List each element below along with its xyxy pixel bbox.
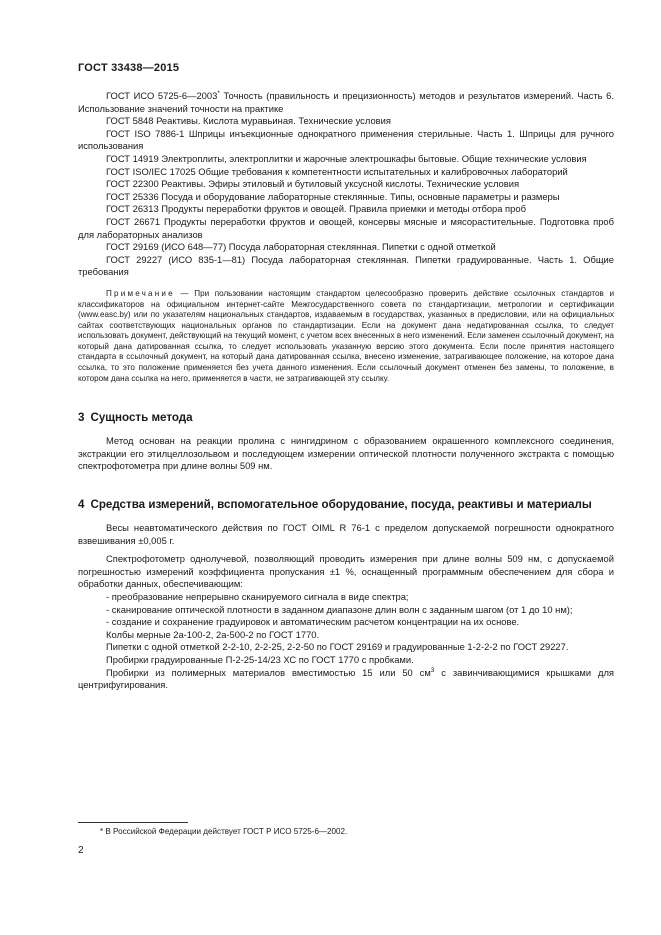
note-label: Примечание xyxy=(106,288,175,298)
reference-item: ГОСТ ISO 7886-1 Шприцы инъекционные однократного применения стерильные. Часть 1. Шприцы для ручного использования xyxy=(78,127,614,152)
pipettes-paragraph: Пипетки с одной отметкой 2-2-10, 2-2-25, 2-2-50 по ГОСТ 29169 и градуированные 1-2-2-2 по ГОСТ 29227. xyxy=(106,641,569,653)
footnote-divider xyxy=(78,822,188,823)
normative-references-list xyxy=(78,90,614,279)
spectrophotometer-paragraph: Спектрофотометр однолучевой, позволяющий проводить измерения при длине волны 509 нм, с допускаемой погрешностью измерений коэффициента пропускания ±1 %, оснащенный программным обеспечением для сбора и обработки данных, обеспечивающим: xyxy=(78,553,614,590)
section-4-heading: 4 Средства измерений, вспомогательное оборудование, посуда, реактивы и материалы xyxy=(78,498,592,512)
reference-item: ГОСТ 14919 Электроплиты, электроплитки и жарочные электрошкафы бытовые. Общие технические условия xyxy=(106,152,587,164)
bullet-item: - сканирование оптической плотности в заданном диапазоне длин волн с заданным шагом (от 1 до 10 нм); xyxy=(106,603,573,615)
flasks-paragraph: Колбы мерные 2а-100-2, 2а-500-2 по ГОСТ 1770. xyxy=(106,628,320,640)
reference-item: ГОСТ 29227 (ИСО 835-1—81) Посуда лабораторная стеклянная. Пипетки градуированные. Часть 1. Общие требования xyxy=(78,253,614,278)
reference-item: ГОСТ 25336 Посуда и оборудование лабораторные стеклянные. Типы, основные параметры и размеры xyxy=(106,190,560,202)
scales-paragraph: Весы неавтоматического действия по ГОСТ OIML R 76-1 с пределом допускаемой погрешности однократного взвешивания ±0,005 г. xyxy=(78,522,614,546)
reference-item: ГОСТ ИСО 5725-6—2003* Точность (правильность и прецизионность) методов и результатов измерений. Часть 6. Использование значений точности на практике xyxy=(78,89,614,114)
bullet-item: - преобразование непрерывно сканируемого сигнала в виде спектра; xyxy=(106,591,409,602)
footnote: * В Российской Федерации действует ГОСТ Р ИСО 5725-6—2002. xyxy=(100,827,348,836)
note-paragraph xyxy=(78,289,614,384)
document-header-title: ГОСТ 33438—2015 xyxy=(78,62,180,74)
graduated-tubes-paragraph: Пробирки градуированные П-2-25-14/23 ХС по ГОСТ 1770 с пробками. xyxy=(106,653,414,665)
reference-item: ГОСТ 29169 (ИСО 648—77) Посуда лабораторная стеклянная. Пипетки с одной отметкой xyxy=(106,241,496,253)
footnote-marker: * xyxy=(217,89,220,97)
reference-item: ГОСТ 22300 Реактивы. Эфиры этиловый и бутиловый уксусной кислоты. Технические условия xyxy=(106,178,520,190)
reference-item: ГОСТ 5848 Реактивы. Кислота муравьиная. Технические условия xyxy=(106,115,391,127)
page-content xyxy=(78,90,614,692)
section-3-heading: 3 Сущность метода xyxy=(78,411,193,425)
section-3-body xyxy=(78,435,614,473)
note-text: — При пользовании настоящим стандартом целесообразно проверить действие ссылочных стандартов и классификаторов на официальном интернет-сайте Межгосударственного совета по стандартизации, метрологии и сертификации (www.easc.by) или по указателям национальных стандартов, издаваемым в государствах, указанных в предисловии, или на официальных сайтах соответствующих национальных органов по стандартизации. Если на документ дана недатированная ссылка, то следует использовать документ, действующий на текущий момент, с учетом всех внесенных в него изменений. Если заменен ссылочный документ, на который дана датированная ссылка, то следует использовать указанную версию этого документа. Если после принятия настоящего стандарта в ссылочный документ, на который дана датированная ссылка, внесено изменение, затрагивающее положение, на которое дана ссылка, то это положение применяется без учета данного изменения. Если ссылочный документ отменен без замены, то положение, в котором дана ссылка на него, применяется в части, не затрагивающей эту ссылку. xyxy=(78,288,614,383)
section-3-paragraph: Метод основан на реакции пролина с нингидрином с образованием окрашенного комплексного соединения, экстракции его этилцеллозольвом и последующем измерении оптической плотности полученного экстракта с помощью спектрофотометра при длине волны 509 нм. xyxy=(78,435,614,472)
polymer-tubes-paragraph: Пробирки из полимерных материалов вместимостью 15 или 50 $см^3$ с завинчивающимися крышками для центрифугирования. xyxy=(78,666,614,691)
section-4-body xyxy=(78,522,614,692)
reference-item: ГОСТ 26313 Продукты переработки фруктов и овощей. Правила приемки и методы отбора проб xyxy=(106,203,526,215)
reference-item: ГОСТ 26671 Продукты переработки фруктов и овощей, консервы мясные и мясорастительные. Подготовка проб для лабораторных анализов xyxy=(78,215,614,240)
bullet-item: - создание и сохранение градуировок и автоматическим расчетом концентрации на их основе. xyxy=(106,616,520,628)
reference-item: ГОСТ ISO/IEC 17025 Общие требования к компетентности испытательных и калибровочных лабораторий xyxy=(106,165,568,177)
note-block xyxy=(78,289,614,384)
page-number: 2 xyxy=(78,845,84,856)
